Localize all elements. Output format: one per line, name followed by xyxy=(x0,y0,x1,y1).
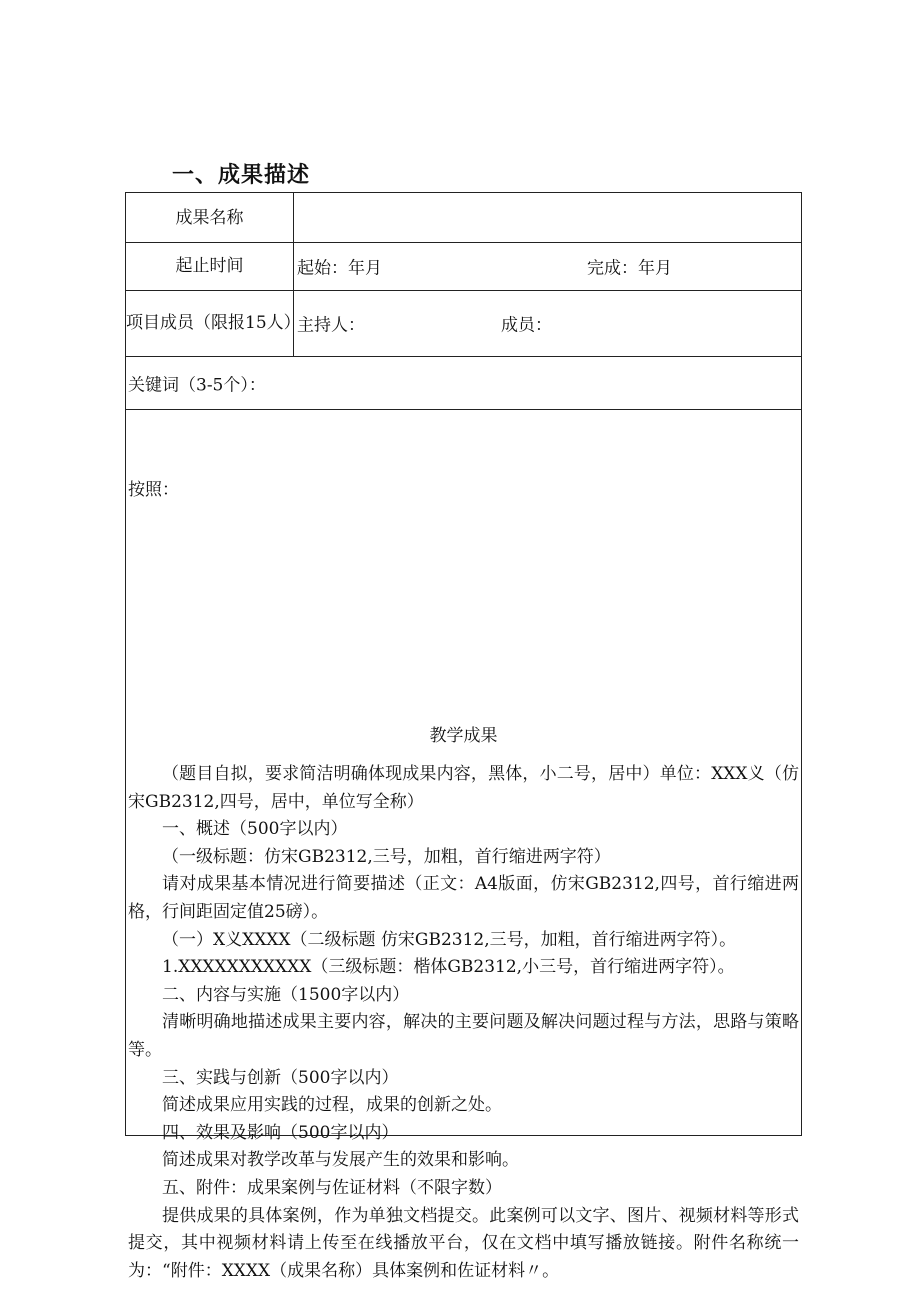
project-members-field[interactable] xyxy=(295,290,801,356)
row-achievement-name xyxy=(126,193,801,243)
project-members-label: 项目成员（限报15人） xyxy=(126,290,294,356)
paragraph: 请对成果基本情况进行简要描述（正文：A4版面，仿宋GB2312,四号，首行缩进两格，行间距固定值25磅）。 xyxy=(128,874,799,922)
description-body[interactable] xyxy=(126,409,801,1281)
paragraph: 清晰明确地描述成果主要内容，解决的主要问题及解决问题过程与方法，思路与策略等。 xyxy=(128,1012,799,1060)
paragraph: （一级标题：仿宋GB2312,三号，加粗，首行缩进两字符） xyxy=(162,846,611,867)
paragraph: （一）X义XXXX（二级标题 仿宋GB2312,三号，加粗，首行缩进两字符）。 xyxy=(162,929,737,950)
achievement-form xyxy=(125,192,802,1281)
paragraph: 三、实践与创新（500字以内） xyxy=(162,1067,399,1088)
time-span-field[interactable] xyxy=(295,242,801,290)
paragraph: 二、内容与实施（1500字以内） xyxy=(162,984,410,1005)
achievement-name-field[interactable] xyxy=(295,193,801,242)
paragraph: 简述成果对教学改革与发展产生的效果和影响。 xyxy=(162,1150,519,1171)
section-heading: 一、成果描述 xyxy=(172,163,311,188)
paragraph: 1.XXXXXXXXXXX（三级标题：楷体GB2312,小三号，首行缩进两字符）。 xyxy=(162,957,735,978)
start-time-label: 起始：年月 xyxy=(297,258,382,279)
achievement-name-label: 成果名称 xyxy=(126,193,294,242)
paragraph: 一、概述（500字以内） xyxy=(162,819,348,840)
row-keywords[interactable] xyxy=(126,356,801,410)
host-label: 主持人： xyxy=(297,315,365,336)
document-title: 教学成果 xyxy=(429,726,498,746)
paragraph: （题目自拟，要求简洁明确体现成果内容，黑体，小二号，居中）单位：XXX义（仿宋GB2312,四号，居中，单位写全称） xyxy=(128,764,799,812)
intro-text: 按照： xyxy=(128,480,179,500)
keywords-label: 关键词（3-5个）： xyxy=(128,375,266,395)
paragraph: 简述成果应用实践的过程，成果的创新之处。 xyxy=(162,1095,502,1116)
end-time-label: 完成：年月 xyxy=(587,258,672,279)
row-project-members xyxy=(126,290,801,357)
paragraph: 四、效果及影响（500字以内） xyxy=(162,1122,399,1143)
instruction-text xyxy=(128,761,799,1285)
members-label: 成员： xyxy=(501,315,552,336)
row-time-span xyxy=(126,242,801,291)
time-span-label: 起止时间 xyxy=(126,242,294,290)
paragraph: 提供成果的具体案例，作为单独文档提交。此案例可以文字、图片、视频材料等形式提交，其中视频材料请上传至在线播放平台，仅在文档中填写播放链接。附件名称统一为：“附件：XXXX（成果名称）具体案例和佐证材料〃。 xyxy=(128,1205,799,1281)
paragraph: 五、附件：成果案例与佐证材料（不限字数） xyxy=(162,1177,502,1198)
